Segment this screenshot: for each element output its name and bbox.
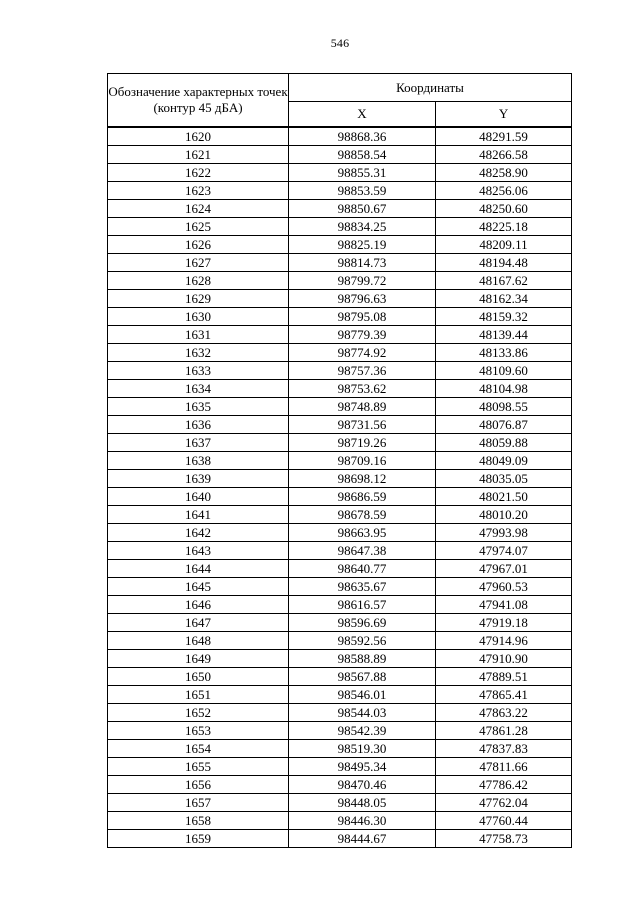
x-coordinate-cell: 98446.30 — [289, 812, 436, 830]
y-coordinate-cell: 48266.58 — [436, 146, 572, 164]
point-id-cell: 1644 — [108, 560, 289, 578]
x-coordinate-cell: 98834.25 — [289, 218, 436, 236]
table-row — [108, 758, 572, 776]
y-coordinate-cell: 47889.51 — [436, 668, 572, 686]
point-id-cell: 1647 — [108, 614, 289, 632]
x-coordinate-cell: 98850.67 — [289, 200, 436, 218]
y-coordinate-cell: 48104.98 — [436, 380, 572, 398]
point-id-cell: 1643 — [108, 542, 289, 560]
point-id-cell: 1649 — [108, 650, 289, 668]
y-coordinate-cell: 48133.86 — [436, 344, 572, 362]
y-coordinate-cell: 48194.48 — [436, 254, 572, 272]
point-id-cell: 1636 — [108, 416, 289, 434]
point-id-cell: 1657 — [108, 794, 289, 812]
x-coordinate-cell: 98858.54 — [289, 146, 436, 164]
x-coordinate-cell: 98686.59 — [289, 488, 436, 506]
table-row — [108, 488, 572, 506]
y-coordinate-cell: 48139.44 — [436, 326, 572, 344]
table-row — [108, 272, 572, 290]
table-row — [108, 794, 572, 812]
x-coordinate-cell: 98753.62 — [289, 380, 436, 398]
table-row — [108, 254, 572, 272]
point-id-cell: 1625 — [108, 218, 289, 236]
y-coordinate-cell: 48258.90 — [436, 164, 572, 182]
point-id-cell: 1638 — [108, 452, 289, 470]
point-id-cell: 1630 — [108, 308, 289, 326]
y-coordinate-cell: 48291.59 — [436, 127, 572, 146]
table-row — [108, 182, 572, 200]
y-coordinate-cell: 47861.28 — [436, 722, 572, 740]
y-coordinate-cell: 47865.41 — [436, 686, 572, 704]
table-row — [108, 578, 572, 596]
table-row — [108, 686, 572, 704]
y-coordinate-cell: 48159.32 — [436, 308, 572, 326]
coordinates-header: Координаты — [289, 74, 572, 102]
x-coordinate-cell: 98640.77 — [289, 560, 436, 578]
point-id-cell: 1642 — [108, 524, 289, 542]
point-id-cell: 1621 — [108, 146, 289, 164]
point-id-cell: 1635 — [108, 398, 289, 416]
x-coordinate-cell: 98868.36 — [289, 127, 436, 146]
point-id-cell: 1623 — [108, 182, 289, 200]
y-coordinate-cell: 48256.06 — [436, 182, 572, 200]
table-row — [108, 308, 572, 326]
table-row — [108, 704, 572, 722]
point-id-cell: 1622 — [108, 164, 289, 182]
point-id-cell: 1646 — [108, 596, 289, 614]
y-coordinate-cell: 48076.87 — [436, 416, 572, 434]
x-coordinate-cell: 98588.89 — [289, 650, 436, 668]
x-coordinate-cell: 98542.39 — [289, 722, 436, 740]
table-row — [108, 830, 572, 848]
y-coordinate-cell: 48059.88 — [436, 434, 572, 452]
point-id-cell: 1650 — [108, 668, 289, 686]
y-coordinate-cell: 48209.11 — [436, 236, 572, 254]
x-coordinate-cell: 98825.19 — [289, 236, 436, 254]
x-coordinate-cell: 98731.56 — [289, 416, 436, 434]
point-designation-header: Обозначение характерных точек (контур 45 дБА) — [108, 74, 289, 128]
y-coordinate-cell: 48049.09 — [436, 452, 572, 470]
table-row — [108, 326, 572, 344]
x-coordinate-cell: 98448.05 — [289, 794, 436, 812]
point-id-cell: 1640 — [108, 488, 289, 506]
point-id-cell: 1659 — [108, 830, 289, 848]
table-row — [108, 362, 572, 380]
y-coordinate-cell: 47863.22 — [436, 704, 572, 722]
point-id-cell: 1654 — [108, 740, 289, 758]
x-coordinate-cell: 98495.34 — [289, 758, 436, 776]
x-coordinate-cell: 98635.67 — [289, 578, 436, 596]
y-coordinate-cell: 47960.53 — [436, 578, 572, 596]
y-coordinate-cell: 47941.08 — [436, 596, 572, 614]
table-row — [108, 650, 572, 668]
x-coordinate-cell: 98757.36 — [289, 362, 436, 380]
point-id-cell: 1637 — [108, 434, 289, 452]
table-row — [108, 524, 572, 542]
x-coordinate-cell: 98444.67 — [289, 830, 436, 848]
y-coordinate-cell: 47760.44 — [436, 812, 572, 830]
table-row — [108, 596, 572, 614]
x-coordinate-cell: 98663.95 — [289, 524, 436, 542]
y-coordinate-cell: 47762.04 — [436, 794, 572, 812]
x-coordinate-cell: 98853.59 — [289, 182, 436, 200]
table-row — [108, 560, 572, 578]
x-coordinate-cell: 98779.39 — [289, 326, 436, 344]
point-id-cell: 1624 — [108, 200, 289, 218]
table-row — [108, 632, 572, 650]
point-id-cell: 1641 — [108, 506, 289, 524]
x-column-header: X — [289, 102, 436, 128]
y-coordinate-cell: 47919.18 — [436, 614, 572, 632]
point-id-cell: 1627 — [108, 254, 289, 272]
x-coordinate-cell: 98592.56 — [289, 632, 436, 650]
point-id-cell: 1639 — [108, 470, 289, 488]
point-id-cell: 1631 — [108, 326, 289, 344]
x-coordinate-cell: 98795.08 — [289, 308, 436, 326]
y-coordinate-cell: 48010.20 — [436, 506, 572, 524]
x-coordinate-cell: 98616.57 — [289, 596, 436, 614]
y-coordinate-cell: 48035.05 — [436, 470, 572, 488]
x-coordinate-cell: 98719.26 — [289, 434, 436, 452]
point-id-cell: 1626 — [108, 236, 289, 254]
table-row — [108, 218, 572, 236]
table-row — [108, 398, 572, 416]
table-row — [108, 290, 572, 308]
y-coordinate-cell: 47811.66 — [436, 758, 572, 776]
y-coordinate-cell: 48250.60 — [436, 200, 572, 218]
y-coordinate-cell: 47786.42 — [436, 776, 572, 794]
table-row — [108, 470, 572, 488]
x-coordinate-cell: 98709.16 — [289, 452, 436, 470]
table-row — [108, 722, 572, 740]
point-id-cell: 1629 — [108, 290, 289, 308]
page-number: 546 — [330, 36, 350, 50]
x-coordinate-cell: 98796.63 — [289, 290, 436, 308]
point-id-cell: 1634 — [108, 380, 289, 398]
point-id-cell: 1620 — [108, 127, 289, 146]
x-coordinate-cell: 98546.01 — [289, 686, 436, 704]
table-row — [108, 416, 572, 434]
y-coordinate-cell: 48162.34 — [436, 290, 572, 308]
y-column-header: Y — [436, 102, 572, 128]
y-coordinate-cell: 48167.62 — [436, 272, 572, 290]
x-coordinate-cell: 98799.72 — [289, 272, 436, 290]
x-coordinate-cell: 98544.03 — [289, 704, 436, 722]
coordinates-table — [107, 73, 572, 848]
y-coordinate-cell: 47967.01 — [436, 560, 572, 578]
y-coordinate-cell: 48225.18 — [436, 218, 572, 236]
point-id-cell: 1645 — [108, 578, 289, 596]
x-coordinate-cell: 98748.89 — [289, 398, 436, 416]
x-coordinate-cell: 98678.59 — [289, 506, 436, 524]
point-id-cell: 1658 — [108, 812, 289, 830]
point-id-cell: 1655 — [108, 758, 289, 776]
table-row — [108, 740, 572, 758]
point-id-cell: 1632 — [108, 344, 289, 362]
y-coordinate-cell: 47914.96 — [436, 632, 572, 650]
table-body — [108, 127, 572, 848]
table-row — [108, 236, 572, 254]
table-row — [108, 452, 572, 470]
table-row — [108, 542, 572, 560]
point-id-cell: 1633 — [108, 362, 289, 380]
x-coordinate-cell: 98647.38 — [289, 542, 436, 560]
point-id-cell: 1652 — [108, 704, 289, 722]
x-coordinate-cell: 98855.31 — [289, 164, 436, 182]
table-row — [108, 380, 572, 398]
x-coordinate-cell: 98596.69 — [289, 614, 436, 632]
table-row — [108, 812, 572, 830]
table-row — [108, 506, 572, 524]
point-id-cell: 1628 — [108, 272, 289, 290]
x-coordinate-cell: 98470.46 — [289, 776, 436, 794]
point-id-cell: 1653 — [108, 722, 289, 740]
table-row — [108, 614, 572, 632]
x-coordinate-cell: 98698.12 — [289, 470, 436, 488]
y-coordinate-cell: 48098.55 — [436, 398, 572, 416]
y-coordinate-cell: 47993.98 — [436, 524, 572, 542]
table-row — [108, 164, 572, 182]
x-coordinate-cell: 98519.30 — [289, 740, 436, 758]
y-coordinate-cell: 47758.73 — [436, 830, 572, 848]
y-coordinate-cell: 48109.60 — [436, 362, 572, 380]
table-row — [108, 127, 572, 146]
x-coordinate-cell: 98567.88 — [289, 668, 436, 686]
y-coordinate-cell: 47837.83 — [436, 740, 572, 758]
point-id-cell: 1651 — [108, 686, 289, 704]
y-coordinate-cell: 48021.50 — [436, 488, 572, 506]
point-id-cell: 1656 — [108, 776, 289, 794]
table-row — [108, 776, 572, 794]
table-row — [108, 146, 572, 164]
table-row — [108, 434, 572, 452]
table-row — [108, 200, 572, 218]
x-coordinate-cell: 98814.73 — [289, 254, 436, 272]
point-id-cell: 1648 — [108, 632, 289, 650]
table-row — [108, 668, 572, 686]
y-coordinate-cell: 47910.90 — [436, 650, 572, 668]
table-row — [108, 344, 572, 362]
y-coordinate-cell: 47974.07 — [436, 542, 572, 560]
x-coordinate-cell: 98774.92 — [289, 344, 436, 362]
